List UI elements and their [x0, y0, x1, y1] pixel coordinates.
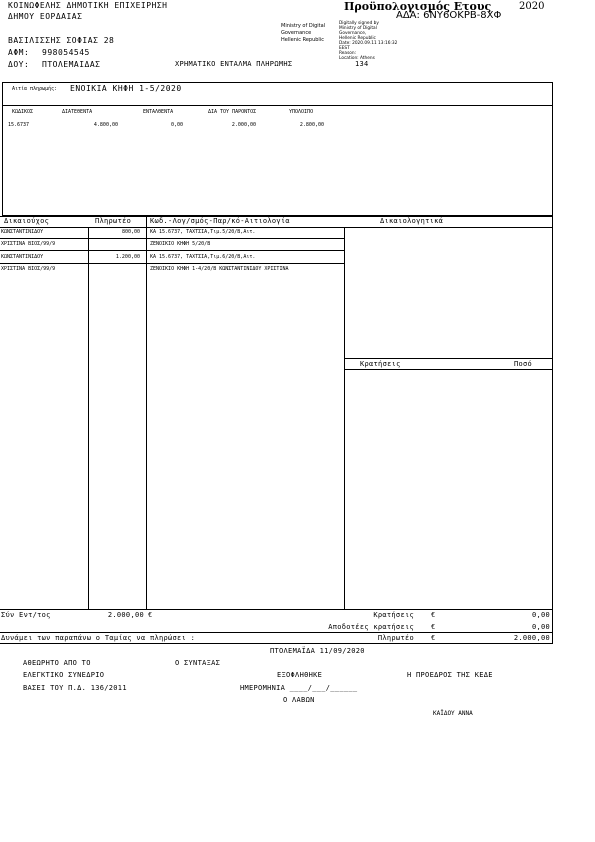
issuer-doy: ΠΤΟΛΕΜΑΙΔΑΣ — [42, 60, 101, 69]
payable-value: 2.000,00 — [513, 634, 550, 642]
row-3-payable: 1.200,00 — [115, 254, 140, 260]
row-3-description: ΚΑ 15.6737, ΤΑΧΤΣΙΑ,Τιμ.6/20/Β,Αιτ. — [150, 254, 256, 260]
col-balance-header: ΥΠΟΛΟΙΠΟ — [289, 109, 314, 115]
deductions-total-value: 0,00 — [531, 611, 550, 619]
payment-reason: ΕΝΟΙΚΙΑ ΚΗΦΗ 1-5/2020 — [70, 84, 182, 93]
document-title: ΧΡΗΜΑΤΙΚΟ ΕΝΤΑΛΜΑ ΠΛΗΡΩΜΗΣ — [175, 60, 293, 68]
deposits-currency: € — [431, 623, 436, 631]
stamp-sig-6: EEST — [339, 46, 350, 51]
payable-label: Πληρωτέο — [377, 634, 414, 642]
current-amount: 2.000,00 — [231, 122, 256, 128]
th-payable: Πληρωτέο — [95, 217, 132, 225]
place-date: ΠΤΟΛΕΜΑΪΔΑ 11/09/2020 — [270, 647, 365, 655]
issuer-line-1: ΚΟΙΝΩΦΕΛΗΣ ΔΗΜΟΤΙΚΗ ΕΠΙΧΕΙΡΗΣΗ — [8, 1, 168, 10]
col-approved-header: ΔΙΑΤΕΘΕΝΤΑ — [62, 109, 93, 115]
president-title: Η ΠΡΟΕΔΡΟΣ ΤΗΣ ΚΕΔΕ — [407, 671, 493, 679]
stamp-sig-4: Hellenic Republic — [339, 36, 376, 41]
stamp-sig-1: Digitally signed by — [339, 21, 379, 26]
col-committed-header: ΕΝΤΑΛΘΕΝΤΑ — [143, 109, 174, 115]
budget-year: 2020 — [519, 1, 545, 12]
compiler: Ο ΣΥΝΤΑΞΑΣ — [175, 659, 221, 667]
checked-by: ΑΘΕΩΡΗΤΟ ΑΠΟ ΤΟ — [23, 659, 91, 667]
payment-instruction: Δυνάμει των παραπάνω ο Ταμίας να πληρώσει : — [1, 634, 196, 642]
th-beneficiary: Δικαιούχος — [4, 217, 50, 225]
stamp-org-3: Hellenic Republic — [281, 37, 324, 43]
row-4-beneficiary: ΧΡΙΣΤΙΝΑ ΒΙΟΣ/99/9 — [1, 266, 56, 272]
stamp-sig-7: Reason: — [339, 51, 357, 56]
committed-amount: 0,00 — [170, 122, 183, 128]
col-current-header: ΔΙΑ ΤΟΥ ΠΑΡΟΝΤΟΣ — [208, 109, 257, 115]
row-1-description: ΚΑ 15.6737, ΤΑΧΤΣΙΑ,Τιμ.5/20/Β,Αιτ. — [150, 229, 256, 235]
stamp-sig-8: Location: Athens — [339, 56, 375, 61]
payable-currency: € — [431, 634, 436, 642]
controller: ΕΛΕΓΚΤΙΚΟ ΣΥΝΕΔΡΙΟ — [23, 671, 105, 679]
deductions-header: Κρατήσεις — [360, 360, 401, 368]
sum-currency: € — [148, 611, 153, 619]
stamp-sig-3: Governance, — [339, 31, 367, 36]
date-line: ΗΜΕΡΟΜΗΝΙΑ ____/___/______ — [240, 684, 358, 692]
balance-amount: 2.800,00 — [299, 122, 324, 128]
row-4-description: ΖΕΝΟΙΚΙΟ ΚΗΦΗ 1-4/20/Β ΚΩΝΣΤΑΝΤΙΝΙΔΟΥ ΧΡΙΣΤΙΝΑ — [150, 266, 289, 272]
row-1-payable: 800,00 — [121, 229, 140, 235]
stamp-org-2: Governance — [281, 30, 312, 36]
issuer-afm: 998054545 — [42, 48, 90, 57]
stamp-sig-5: Date: 2020.09.11 13:16:32 — [339, 41, 398, 46]
payment-box — [2, 82, 553, 216]
row-3-beneficiary: ΚΩΝΣΤΑΝΤΙΝΙΔΟΥ — [1, 254, 44, 260]
sum-value: 2.000,00 — [107, 611, 144, 619]
stamp-org-1: Ministry of Digital — [281, 23, 326, 29]
row-2-description: ΖΕΝΟΙΚΙΟ ΚΗΦΗ 5/20/Β — [150, 241, 211, 247]
issuer-address: ΒΑΣΙΛΙΣΣΗΣ ΣΟΦΙΑΣ 28 — [8, 36, 115, 45]
issuer-line-2: ΔΗΜΟΥ ΕΟΡΔΑΙΑΣ — [8, 12, 83, 21]
deposits-label: Αποδοτέες κρατήσεις — [328, 623, 414, 631]
ada-code: ΑΔΑ: 6ΝΥ6ΟΚΡΒ-8ΧΦ — [396, 10, 502, 21]
deductions-amount-header: Ποσό — [514, 360, 533, 368]
th-supporting: Δικαιολογητικά — [380, 217, 444, 225]
approved-amount: 4.800,00 — [93, 122, 118, 128]
row-2-beneficiary: ΧΡΙΣΤΙΝΑ ΒΙΟΣ/99/9 — [1, 241, 56, 247]
legal-basis: ΒΑΣΕΙ ΤΟΥ Π.Δ. 136/2011 — [23, 684, 127, 692]
issuer-doy-label: ΔΟΥ: — [8, 60, 30, 69]
col-code-header: ΚΩΔΙΚΟΣ — [12, 109, 34, 115]
sum-label: Σύν Εντ/τος — [1, 611, 51, 619]
paid-label: ΕΞΟΦΛΗΘΗΚΕ — [277, 671, 323, 679]
budget-code: 15.6737 — [8, 122, 30, 128]
deductions-total-label: Κρατήσεις — [373, 611, 414, 619]
deposits-value: 0,00 — [531, 623, 550, 631]
issuer-afm-label: ΑΦΜ: — [8, 48, 30, 57]
stamp-sig-2: Ministry of Digital — [339, 26, 377, 31]
deductions-currency: € — [431, 611, 436, 619]
row-1-beneficiary: ΚΩΝΣΤΑΝΤΙΝΙΔΟΥ — [1, 229, 44, 235]
receiver: Ο ΛΑΒΩΝ — [283, 696, 315, 704]
president-name: ΚΑΪΔΟΥ ΑΝΝΑ — [433, 710, 473, 717]
th-code-reason: Κωδ.-Λογ/σμός-Παρ/κό-Αιτιολογία — [150, 217, 290, 225]
payment-reason-label: Αιτία πληρωμής: — [12, 86, 58, 92]
budget-title: Προϋπολογισμός Ετους — [344, 0, 492, 13]
stamp-signature-block — [339, 21, 397, 61]
document-number: 134 — [355, 60, 369, 68]
